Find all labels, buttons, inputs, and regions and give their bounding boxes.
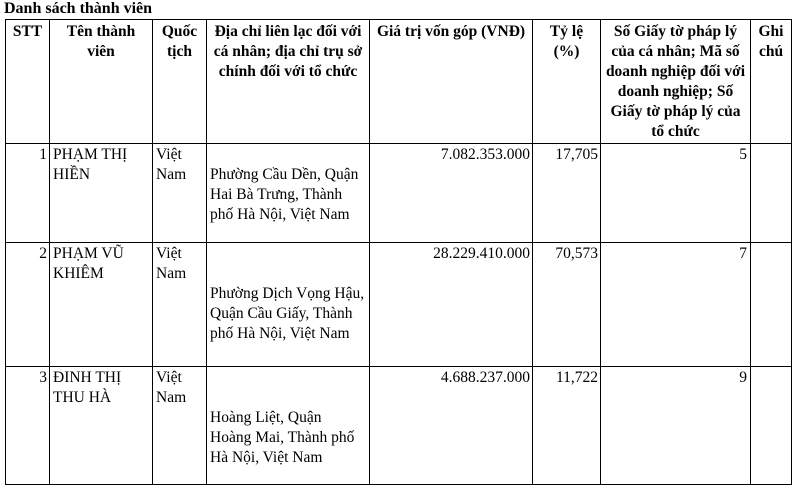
cell-id: [601, 144, 751, 243]
address-text: Hoàng Liệt, Quận Hoàng Mai, Thành phố Hà Nội, Việt Nam: [210, 409, 355, 466]
cell-ratio: 70,573: [533, 243, 601, 367]
members-table: [5, 19, 792, 485]
cell-capital: 7.082.353.000: [370, 144, 533, 243]
cell-name: PHẠM THỊ HIỀN: [50, 144, 153, 243]
table-row: [6, 144, 792, 243]
col-header-name: Tên thành viên: [50, 20, 153, 144]
col-header-address: Địa chỉ liên lạc đối với cá nhân; địa chỉ trụ sở chính đối với tổ chức: [207, 20, 370, 144]
cell-ratio: 11,722: [533, 367, 601, 485]
cell-address: [207, 144, 370, 243]
page-title: Danh sách thành viên: [4, 0, 153, 17]
col-header-stt: STT: [6, 20, 50, 144]
id-text: 5: [739, 146, 747, 163]
col-header-nationality: Quốc tịch: [153, 20, 207, 144]
table-header-row: [6, 20, 792, 144]
col-header-capital: Giá trị vốn góp (VNĐ): [370, 20, 533, 144]
table-row: [6, 243, 792, 367]
cell-capital: 28.229.410.000: [370, 243, 533, 367]
cell-address: [207, 243, 370, 367]
cell-nationality: Việt Nam: [153, 144, 207, 243]
cell-nationality: Việt Nam: [153, 367, 207, 485]
cell-address: [207, 367, 370, 485]
cell-name: ĐINH THỊ THU HÀ: [50, 367, 153, 485]
cell-stt: 3: [6, 367, 50, 485]
table-row: [6, 367, 792, 485]
cell-note: [751, 367, 792, 485]
address-text: Phường Dịch Vọng Hậu, Quận Cầu Giấy, Thành phố Hà Nội, Việt Nam: [210, 285, 365, 342]
col-header-note: Ghi chú: [751, 20, 792, 144]
col-header-id: Số Giấy tờ pháp lý của cá nhân; Mã số doanh nghiệp đối với doanh nghiệp; Số Giấy tờ pháp lý của tổ chức: [601, 20, 751, 144]
cell-nationality: Việt Nam: [153, 243, 207, 367]
cell-note: [751, 144, 792, 243]
cell-stt: 1: [6, 144, 50, 243]
id-text: 7: [739, 245, 747, 262]
cell-ratio: 17,705: [533, 144, 601, 243]
col-header-ratio: Tỷ lệ (%): [533, 20, 601, 144]
address-text: Phường Cầu Dền, Quận Hai Bà Trưng, Thành phố Hà Nội, Việt Nam: [210, 166, 359, 223]
id-text: 9: [739, 369, 747, 386]
cell-id: [601, 243, 751, 367]
cell-capital: 4.688.237.000: [370, 367, 533, 485]
cell-note: [751, 243, 792, 367]
cell-stt: 2: [6, 243, 50, 367]
cell-name: PHẠM VŨ KHIÊM: [50, 243, 153, 367]
cell-id: [601, 367, 751, 485]
